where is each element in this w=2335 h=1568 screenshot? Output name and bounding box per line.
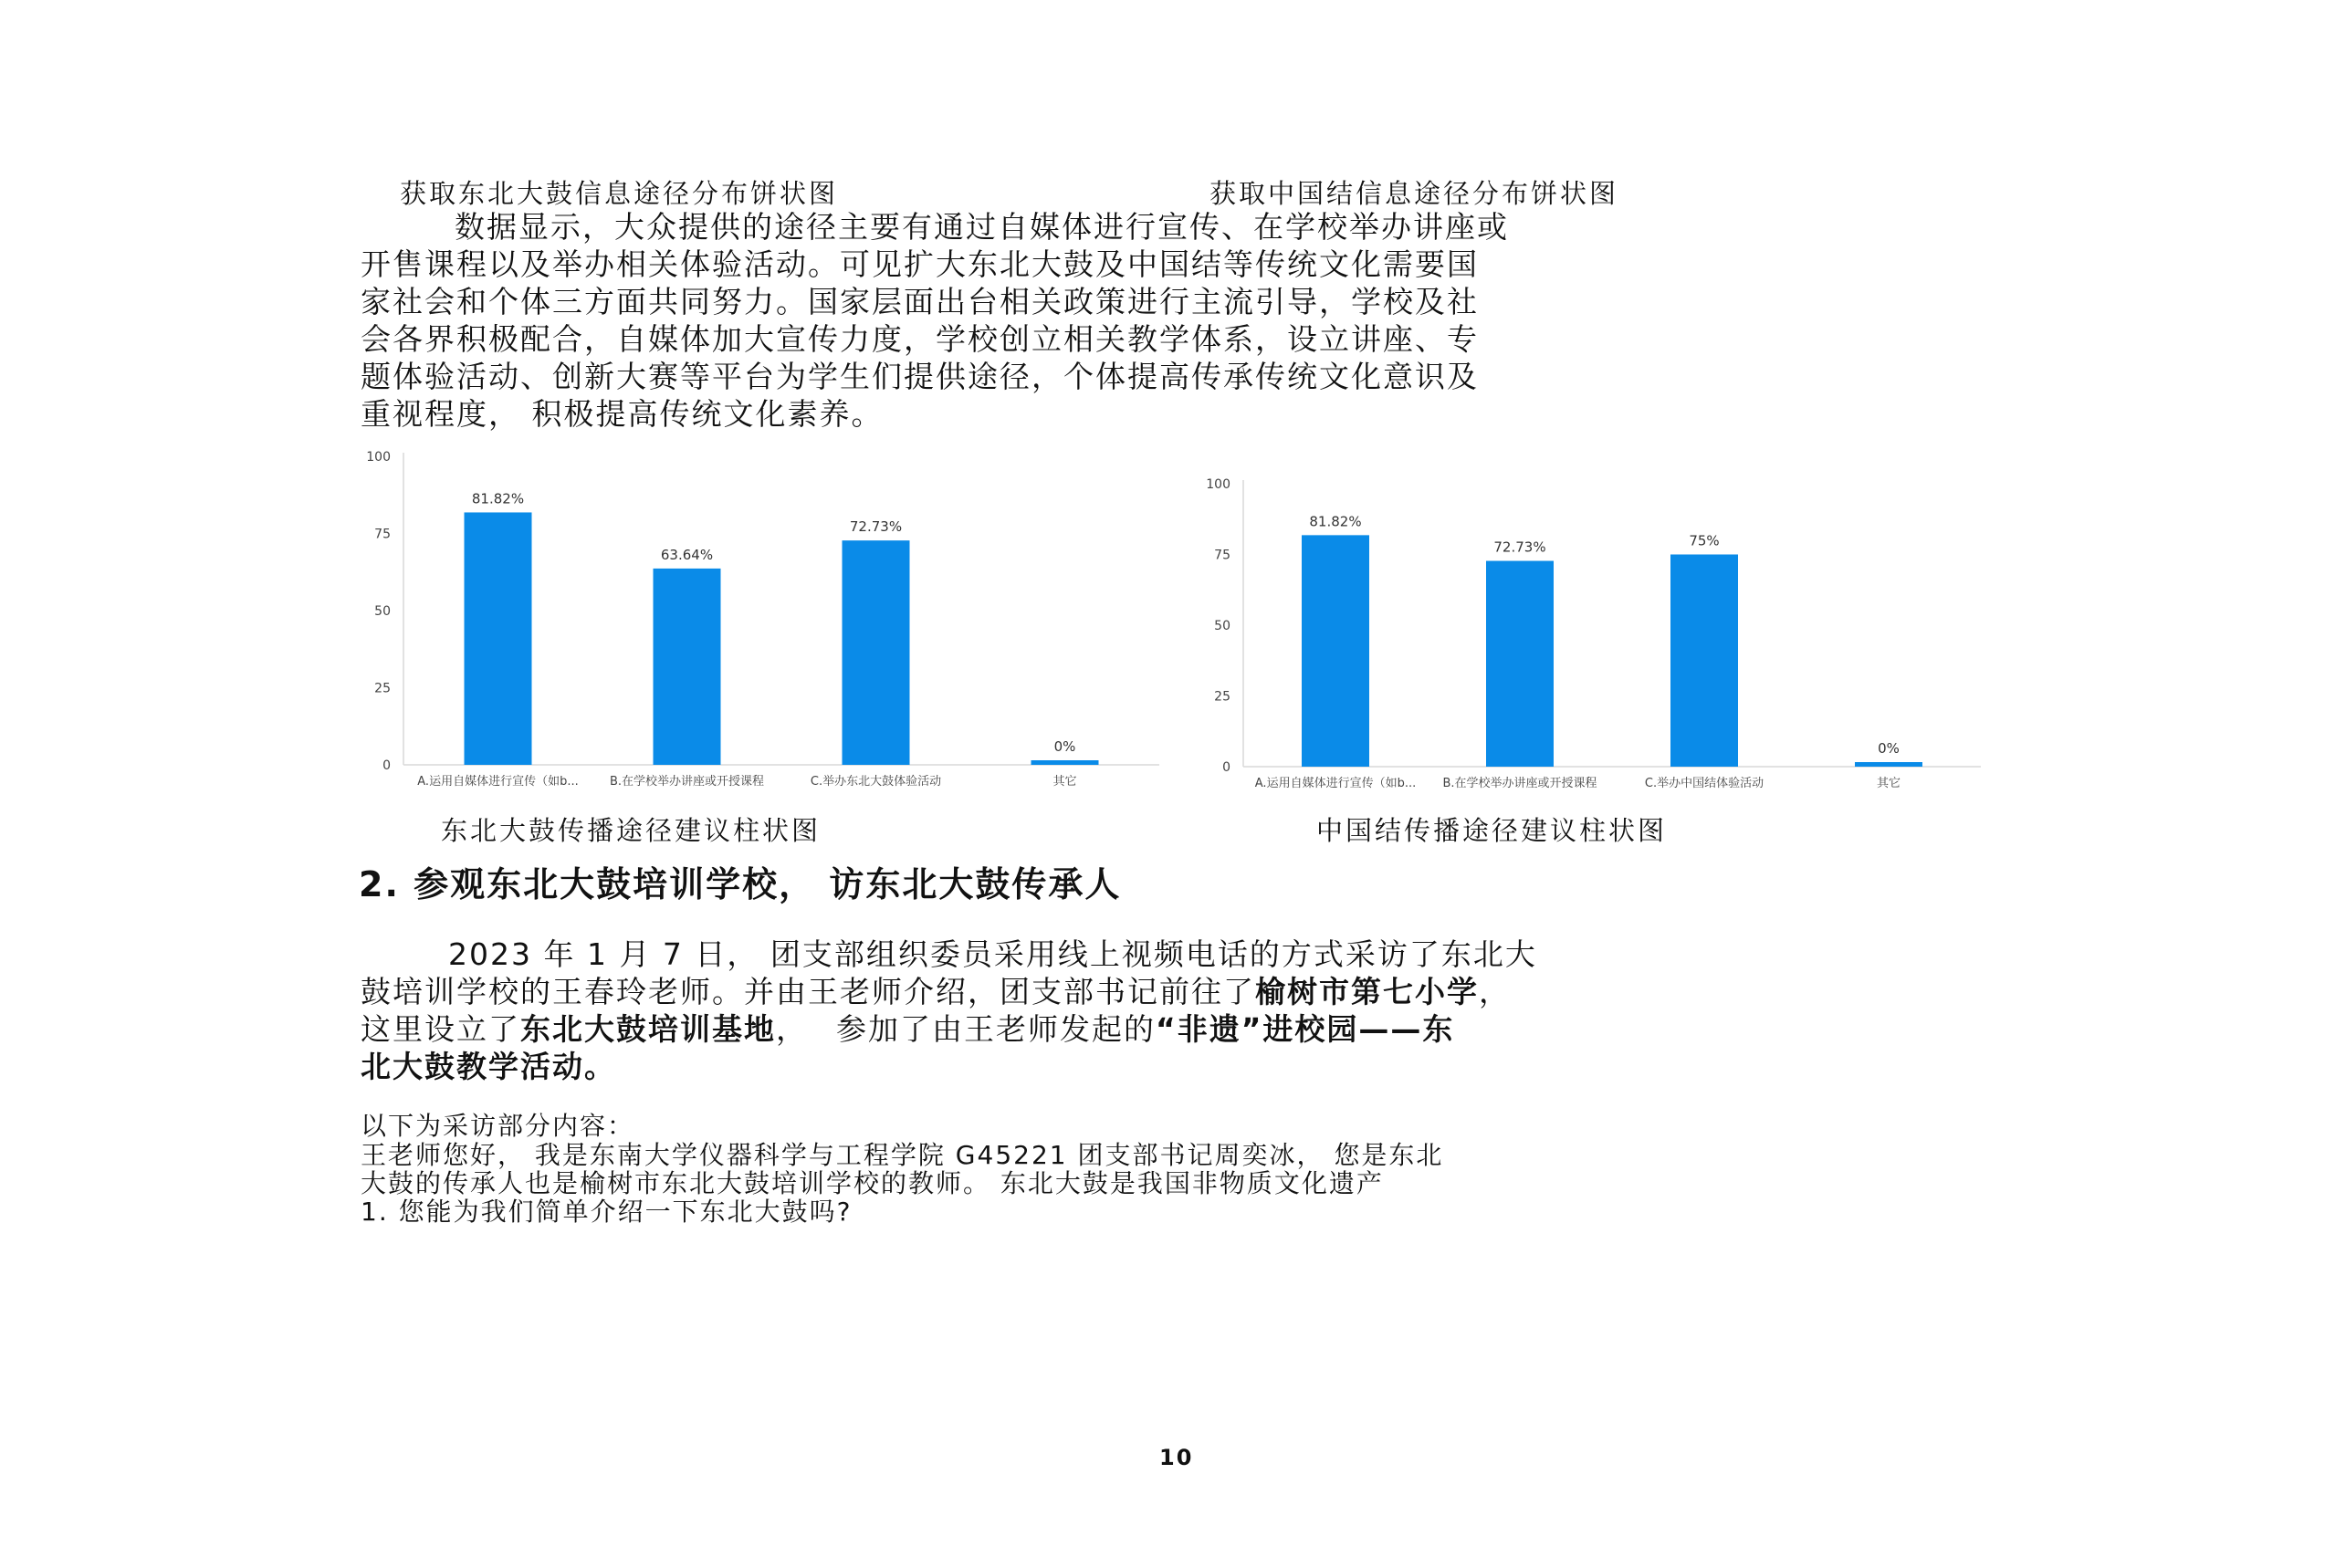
x-category-label: B.在学校举办讲座或开授课程	[1442, 777, 1597, 790]
y-tick-label: 0	[382, 758, 391, 773]
bar	[1855, 762, 1922, 767]
paragraph-line: 北大鼓教学活动。	[361, 1049, 616, 1084]
x-category-label: 其它	[1876, 777, 1901, 790]
bar-caption-right: 中国结传播途径建议柱状图	[1316, 815, 1668, 846]
paragraph-line: 开售课程以及举办相关体验活动。可见扩大东北大鼓及中国结等传统文化需要国	[361, 246, 1479, 282]
y-tick-label: 25	[374, 681, 391, 696]
y-tick-label: 50	[1214, 619, 1230, 633]
x-category-label: B.在学校举办讲座或开授课程	[609, 775, 765, 789]
y-tick-label: 0	[1222, 760, 1230, 775]
text-span: ， 参加了由王老师发起的	[776, 1011, 1156, 1047]
bar-data-label: 0%	[1053, 738, 1076, 755]
x-category-label: 其它	[1052, 775, 1077, 789]
y-tick-label: 100	[366, 450, 391, 465]
paragraph-line	[361, 973, 2004, 1010]
interview-question: 1. 您能为我们简单介绍一下东北大鼓吗?	[361, 1197, 853, 1227]
paragraph-line: 题体验活动、创新大赛等平台为学生们提供途径，个体提高传承传统文化意识及	[361, 359, 1479, 394]
bar	[1486, 561, 1554, 767]
bar-chart-chinese-knot	[1196, 465, 1999, 794]
pie-caption-left: 获取东北大鼓信息途径分布饼状图	[400, 178, 839, 209]
paragraph-line: 2023 年 1 月 7 日， 团支部组织委员采用线上视频电话的方式采访了东北大	[448, 936, 1537, 972]
bar	[654, 569, 721, 765]
y-tick-label: 75	[374, 527, 391, 542]
paragraph-line: 数据显示，大众提供的途径主要有通过自媒体进行宣传、在学校举办讲座或	[455, 209, 1509, 245]
bar	[1031, 760, 1099, 765]
paragraph-line: 家社会和个体三方面共同努力。国家层面出台相关政策进行主流引导，学校及社	[361, 284, 1479, 319]
interview-line: 大鼓的传承人也是榆树市东北大鼓培训学校的教师。 东北大鼓是我国非物质文化遗产	[361, 1168, 1384, 1198]
paragraph-line	[361, 1010, 2004, 1048]
paragraph-line: 重视程度， 积极提高传统文化素养。	[361, 396, 884, 432]
x-category-label: C.举办中国结体验活动	[1644, 777, 1764, 790]
page-number: 10	[1159, 1445, 1194, 1470]
interview-line: 王老师您好， 我是东南大学仪器科学与工程学院 G45221 团支部书记周奕冰， 您是东北	[361, 1140, 1444, 1170]
x-category-label: A.运用自媒体进行宣传（如b...	[417, 775, 579, 789]
interview-intro: 以下为采访部分内容：	[361, 1111, 635, 1141]
x-category-label: A.运用自媒体进行宣传（如b...	[1254, 777, 1417, 790]
bar-data-label: 63.64%	[660, 546, 714, 563]
bar	[843, 540, 910, 765]
bar-data-label: 72.73%	[849, 518, 903, 536]
y-tick-label: 100	[1206, 477, 1230, 492]
text-span: ，	[1479, 974, 1511, 1009]
bar-chart-dongbei-dagu	[356, 438, 1178, 794]
y-tick-label: 75	[1214, 548, 1230, 563]
y-tick-label: 25	[1214, 689, 1230, 705]
x-category-label: C.举办东北大鼓体验活动	[810, 775, 942, 789]
bold-school-name: 榆树市第七小学	[1255, 974, 1479, 1009]
paragraph-line: 会各界积极配合，自媒体加大宣传力度，学校创立相关教学体系，设立讲座、专	[361, 321, 1479, 357]
pie-caption-right: 获取中国结信息途径分布饼状图	[1209, 178, 1619, 209]
bar	[1302, 535, 1369, 767]
text-span: 鼓培训学校的王春玲老师。并由王老师介绍，团支部书记前往了	[361, 974, 1255, 1009]
bar-data-label: 72.73%	[1493, 538, 1546, 556]
paragraph-analysis	[361, 208, 2004, 433]
bar-data-label: 75%	[1689, 532, 1720, 549]
paragraph-visit	[361, 936, 2004, 1085]
bar-data-label: 0%	[1878, 740, 1900, 757]
bar-data-label: 81.82%	[471, 490, 525, 507]
bar-caption-left: 东北大鼓传播途径建议柱状图	[441, 815, 822, 846]
y-tick-label: 50	[374, 604, 391, 619]
bar-data-label: 81.82%	[1309, 513, 1362, 530]
bar	[465, 512, 532, 765]
bold-activity-name: “非遗”进校园——东	[1156, 1011, 1455, 1047]
text-span: 这里设立了	[361, 1011, 520, 1047]
section-heading: 2. 参观东北大鼓培训学校， 访东北大鼓传承人	[359, 864, 1122, 904]
bar	[1670, 555, 1738, 768]
bold-training-base: 东北大鼓培训基地	[520, 1011, 776, 1047]
